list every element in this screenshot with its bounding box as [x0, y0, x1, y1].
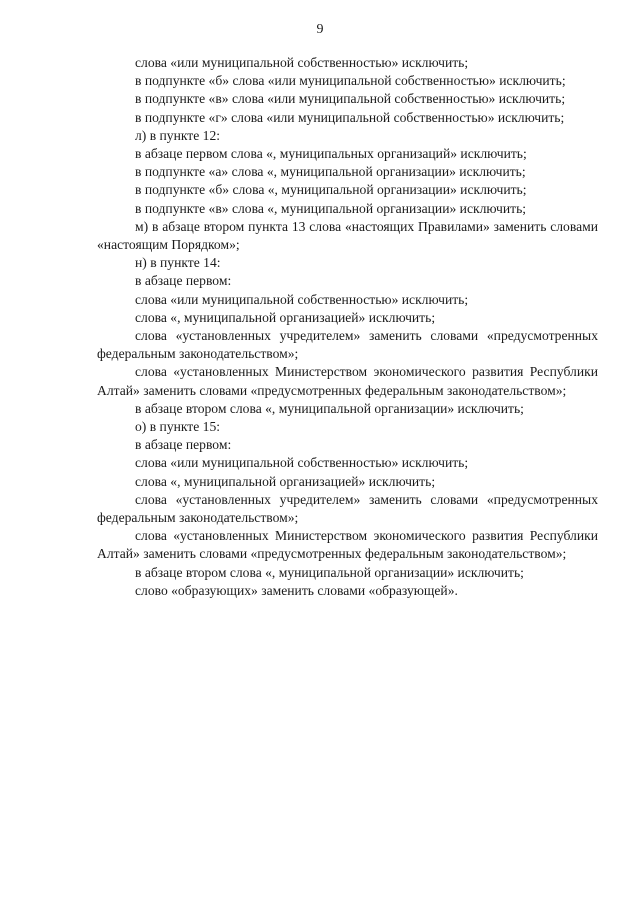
- paragraph: в подпункте «в» слова «, муниципальной организации» исключить;: [135, 200, 527, 216]
- paragraph: в подпункте «а» слова «, муниципальной организации» исключить;: [135, 164, 526, 180]
- paragraph: слова «или муниципальной собственностью» исключить;: [135, 291, 469, 307]
- paragraph: м) в абзаце втором пункта 13 слова «настоящих Правилами» заменить словами «настоящим Порядком»;: [97, 218, 598, 253]
- paragraph: л) в пункте 12:: [135, 127, 221, 143]
- paragraph: о) в пункте 15:: [135, 419, 221, 435]
- paragraph: слова «установленных учредителем» заменить словами «предусмотренных федеральным законодательством»;: [97, 491, 598, 526]
- paragraph: слова «установленных Министерством экономического развития Республики Алтай» заменить словами «предусмотренных федеральным законодательством»;: [97, 364, 598, 398]
- paragraph: в абзаце первом слова «, муниципальных организаций» исключить;: [135, 146, 527, 162]
- paragraph: слова «установленных Министерством экономического развития Республики Алтай» заменить словами «предусмотренных федеральным законодательством»;: [97, 528, 598, 562]
- paragraph: в подпункте «в» слова «или муниципальной собственностью» исключить;: [135, 91, 566, 107]
- paragraph: слова «установленных учредителем» заменить словами «предусмотренных федеральным законодательством»;: [97, 328, 598, 362]
- paragraph: слово «образующих» заменить словами «образующей».: [135, 582, 458, 598]
- paragraph: в абзаце втором слова «, муниципальной организации» исключить;: [135, 400, 524, 416]
- paragraph: в подпункте «б» слова «или муниципальной собственностью» исключить;: [135, 73, 566, 89]
- paragraph: в подпункте «б» слова «, муниципальной организации» исключить;: [135, 182, 527, 198]
- paragraph: слова «или муниципальной собственностью» исключить;: [135, 55, 469, 70]
- paragraph: в абзаце первом:: [135, 273, 232, 289]
- paragraph: в абзаце первом:: [135, 437, 232, 453]
- paragraph: слова «, муниципальной организацией» исключить;: [135, 473, 436, 489]
- paragraph: н) в пункте 14:: [135, 255, 221, 271]
- page-number: 9: [316, 22, 324, 37]
- paragraph: слова «или муниципальной собственностью» исключить;: [135, 455, 469, 471]
- paragraph: слова «, муниципальной организацией» исключить;: [135, 309, 436, 325]
- document-body: [97, 54, 598, 600]
- paragraph: в подпункте «г» слова «или муниципальной собственностью» исключить;: [135, 109, 565, 125]
- paragraph: в абзаце втором слова «, муниципальной организации» исключить;: [135, 564, 524, 580]
